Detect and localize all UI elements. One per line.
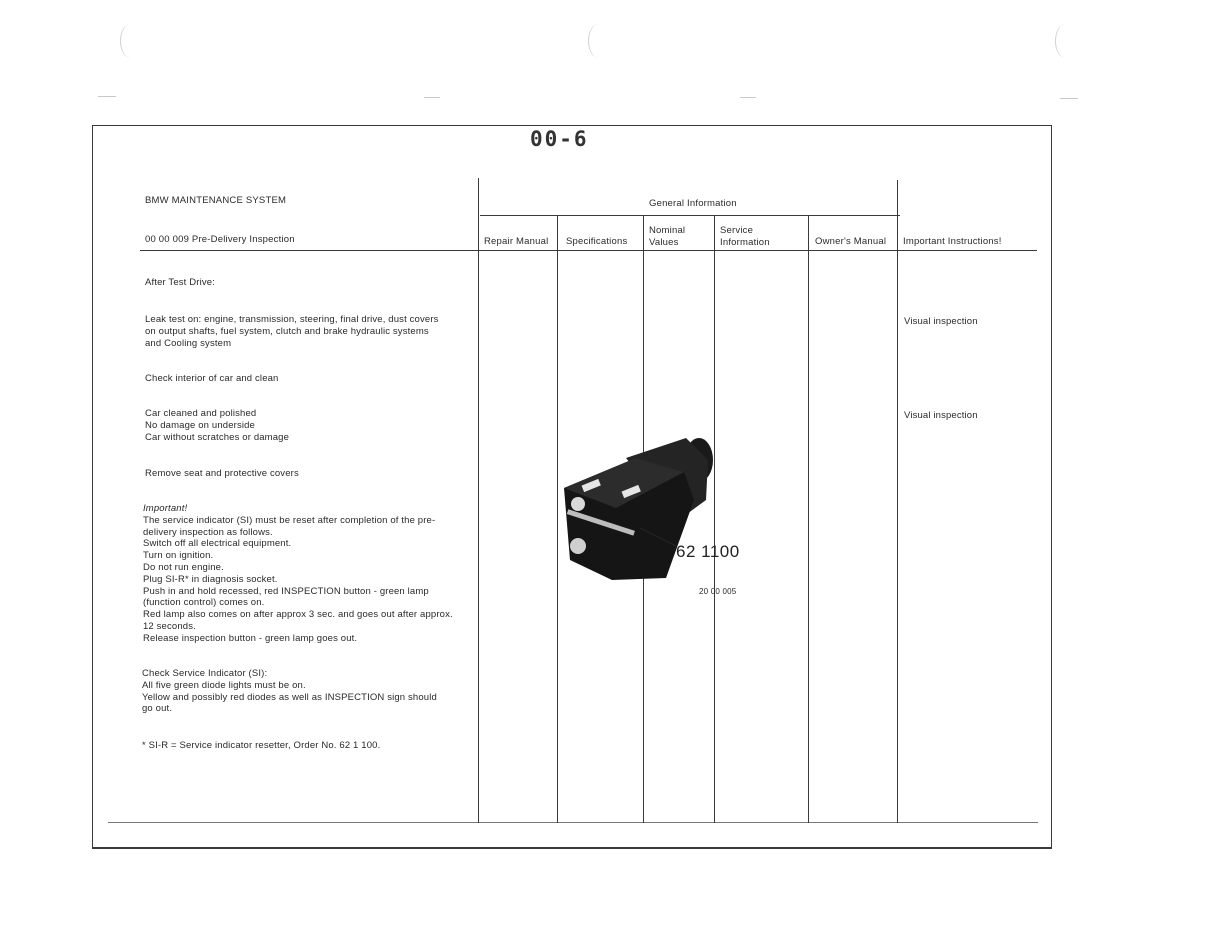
general-information-header: General Information: [649, 198, 737, 209]
important-line: Switch off all electrical equipment.: [143, 538, 292, 550]
service-line-2: Information: [720, 237, 770, 248]
inspection-button-shape: [570, 538, 586, 554]
header-bottom-rule: [140, 250, 1037, 251]
scan-smudge: [1060, 98, 1078, 99]
check-interior: Check interior of car and clean: [145, 373, 279, 384]
leak-test-line: Leak test on: engine, transmission, steering, final drive, dust covers: [145, 314, 439, 325]
column-divider-5: [808, 215, 809, 823]
important-line: (function control) comes on.: [143, 597, 265, 609]
page-number: 00-6: [530, 127, 589, 151]
important-line: Red lamp also comes on after approx 3 sec. and goes out after approx.: [143, 609, 453, 621]
important-line: Plug SI-R* in diagnosis socket.: [143, 573, 278, 585]
column-header-service-information: [720, 225, 770, 249]
important-paragraph: [143, 503, 453, 645]
punch-hole-left: [120, 24, 141, 58]
important-line: delivery inspection as follows.: [143, 526, 273, 538]
green-lamp-shape: [571, 497, 585, 511]
nominal-line-2: Values: [649, 237, 679, 248]
car-cleaned-line: Car without scratches or damage: [145, 431, 290, 443]
check-si-line: Check Service Indicator (SI):: [142, 668, 268, 679]
column-divider-6: [897, 180, 898, 823]
check-si-line: All five green diode lights must be on.: [142, 679, 306, 691]
car-cleaned-line: Car cleaned and polished: [145, 408, 257, 419]
column-header-important-instructions: Important Instructions!: [903, 236, 1002, 247]
nominal-line-1: Nominal: [649, 225, 686, 236]
important-line: Turn on ignition.: [143, 550, 214, 562]
service-line-1: Service: [720, 225, 754, 236]
important-line: 12 seconds.: [143, 620, 196, 632]
scan-smudge: [740, 97, 756, 98]
column-header-repair-manual: Repair Manual: [484, 236, 549, 247]
column-header-specifications: Specifications: [566, 236, 628, 247]
important-line: Release inspection button - green lamp goes out.: [143, 632, 358, 644]
table-bottom-rule: [108, 822, 1038, 823]
visual-inspection-note: Visual inspection: [904, 410, 978, 421]
column-header-nominal-values: [649, 225, 685, 249]
check-si-line: go out.: [142, 703, 173, 715]
punch-hole-center: [588, 24, 609, 58]
important-heading: Important!: [143, 503, 188, 514]
service-indicator-resetter-photo: [556, 430, 736, 588]
page-subtitle: 00 00 009 Pre-Delivery Inspection: [145, 234, 295, 245]
figure-id: 20 00 005: [699, 587, 737, 596]
punch-hole-right: [1055, 24, 1076, 58]
leak-test-line: on output shafts, fuel system, clutch and brake hydraulic systems: [145, 325, 429, 337]
column-header-owners-manual: Owner's Manual: [815, 236, 887, 247]
footnote: * SI-R = Service indicator resetter, Order No. 62 1 100.: [142, 740, 381, 751]
resetter-illustration: [556, 430, 736, 588]
general-info-rule: [480, 215, 900, 216]
important-line: The service indicator (SI) must be reset after completion of the pre-: [143, 514, 436, 526]
remove-seat: Remove seat and protective covers: [145, 468, 299, 479]
scan-smudge: [424, 97, 440, 98]
part-number-label: 62 1100: [676, 542, 740, 561]
column-divider-1: [478, 178, 479, 823]
section-title: BMW MAINTENANCE SYSTEM: [145, 195, 287, 206]
important-line: Push in and hold recessed, red INSPECTION button - green lamp: [143, 585, 429, 597]
scan-smudge: [98, 96, 116, 97]
car-cleaned-paragraph: [145, 408, 289, 443]
important-line: Do not run engine.: [143, 561, 224, 573]
leak-test-paragraph: [145, 314, 439, 349]
car-cleaned-line: No damage on underside: [145, 419, 255, 431]
visual-inspection-note: Visual inspection: [904, 316, 978, 327]
after-test-drive: After Test Drive:: [145, 277, 215, 288]
check-si-line: Yellow and possibly red diodes as well as INSPECTION sign should: [142, 691, 437, 703]
check-si-paragraph: [142, 668, 437, 715]
leak-test-line: and Cooling system: [145, 337, 232, 349]
